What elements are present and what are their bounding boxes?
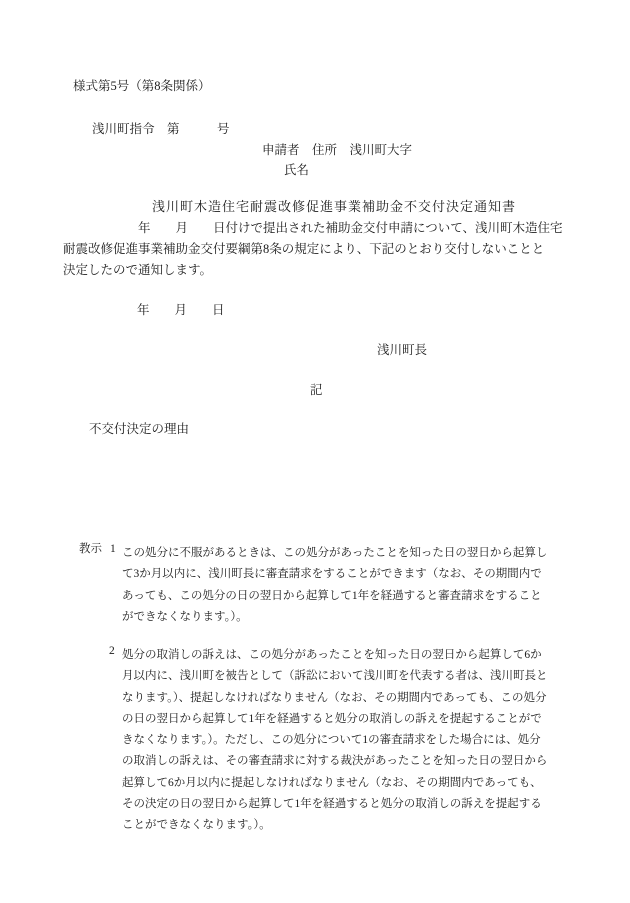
notice-line: その決定の日の翌日から起算して1年を経過すると処分の取消しの訴えを提起する (122, 798, 542, 811)
notice-label: 教示 (79, 543, 102, 555)
notice-line: の取消しの訴えは、その審査請求に対する裁決があったことを知った日の翌日から (122, 755, 548, 768)
notice-line: なります。）、提起しなければなりません（なお、その期間内であっても、この処分 (122, 691, 547, 704)
notice-line: 月以内に、浅川町を被告として（訴訟において浅川町を代表する者は、浅川町長と (122, 670, 548, 683)
directive-number-line: 浅川町指令 第 号 (92, 122, 230, 136)
form-number: 様式第5号（第8条関係） (73, 79, 211, 93)
notice-line: この処分に不服があるときは、この処分があったことを知った日の翌日から起算し (122, 547, 548, 559)
notice-line: あっても、この処分の日の翌日から起算して1年を経過すると審査請求をすること (122, 589, 542, 602)
notice-line: の日の翌日から起算して1年を経過すると処分の取消しの訴えを提起することがで (122, 712, 542, 725)
notice-line: ことができなくなります。）。 (122, 819, 271, 832)
body-paragraph-line-1: 年 月 日付けで提出された補助金交付申請について、浅川町木造住宅 (138, 221, 563, 235)
body-paragraph-line-3: 決定したので通知します。 (63, 263, 213, 277)
reason-heading: 不交付決定の理由 (89, 422, 190, 436)
body-paragraph-line-2: 耐震改修促進事業補助金交付要綱第8条の規定により、下記のとおり交付しないことと (63, 242, 545, 256)
document-title: 浅川町木造住宅耐震改修促進事業補助金不交付決定通知書 (152, 199, 517, 214)
notice-item-1-number: 1 (110, 543, 116, 555)
record-mark: 記 (310, 383, 323, 397)
mayor-signature: 浅川町長 (377, 343, 428, 357)
notice-item-2-number: 2 (109, 645, 115, 657)
notice-item-2-text (122, 645, 548, 837)
notice-item-1-text (122, 543, 548, 628)
notice-line: 処分の取消しの訴えは、この処分があったことを知った日の翌日から起算して6か (122, 649, 542, 661)
notice-line: きなくなります。）。ただし、この処分について1の審査請求をした場合には、処分 (122, 734, 541, 747)
applicant-name-label: 氏名 (284, 163, 310, 177)
notice-line: 起算して6か月以内に提起しなければなりません（なお、その期間内であっても、 (122, 776, 542, 789)
applicant-address-line: 申請者 住所 浅川町大字 (262, 143, 413, 157)
decision-date-line: 年 月 日 (137, 303, 225, 317)
notice-line: て3か月以内に、浅川町長に審査請求をすることができます（なお、その期間内で (122, 568, 542, 581)
notice-line: ができなくなります。）。 (122, 610, 248, 623)
